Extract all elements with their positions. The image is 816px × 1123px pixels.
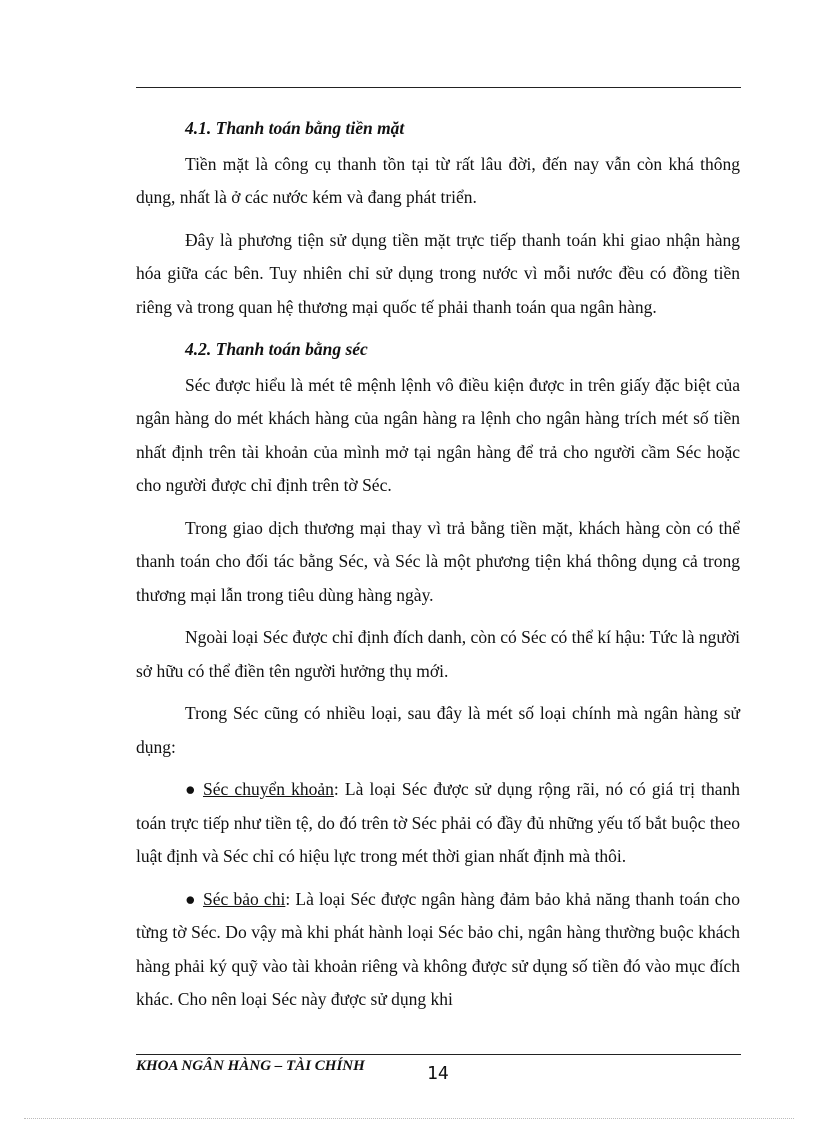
list-text: : Là loại Séc được ngân hàng đảm bảo khả năng thanh toán cho từng tờ Séc. Do vậy mà khi phát hành loại Séc bảo chi, ngân hàng thường buộc khách hàng phải ký quỹ vào tài khoản riêng và không được sử dụng số tiền đó vào mục đích khác. Cho nên loại Séc này được sử dụng khi (136, 888, 741, 1009)
section-heading: 4.2. Thanh toán bằng séc (185, 339, 368, 359)
paragraph: Ngoài loại Séc được chỉ định đích danh, còn có Séc có thể kí hậu: Tức là người sở hữu có thể điền tên người hưởng thụ mới. (136, 627, 740, 681)
footer-rule (136, 1054, 741, 1055)
list-text: : Là loại Séc được sử dụng rộng rãi, nó có giá trị thanh toán trực tiếp như tiền tệ, do đó trên tờ Séc phải có đầy đủ những yếu tố bắt buộc theo luật định và Séc chỉ có hiệu lực trong mét thời gian nhất định mà thôi. (136, 779, 740, 866)
list-term: Séc chuyển khoản (203, 779, 334, 799)
page-body (136, 112, 740, 1026)
bullet-icon: ● (185, 779, 196, 799)
paragraph: Trong Séc cũng có nhiều loại, sau đây là mét số loại chính mà ngân hàng sử dụng: (136, 703, 740, 757)
page-edge-divider (24, 1118, 794, 1119)
list-item (136, 883, 740, 1017)
footer-department: KHOA NGÂN HÀNG – TÀI CHÍNH (136, 1058, 365, 1074)
header-rule (136, 87, 741, 88)
section-heading: 4.1. Thanh toán bằng tiền mặt (185, 118, 405, 138)
paragraph: Tiền mặt là công cụ thanh tồn tại từ rất lâu đời, đến nay vẫn còn khá thông dụng, nhất là ở các nước kém và đang phát triển. (136, 153, 740, 207)
page-number: 14 (427, 1063, 449, 1084)
paragraph: Séc được hiểu là mét tê mệnh lệnh vô điều kiện được in trên giấy đặc biệt của ngân hàng do mét khách hàng của ngân hàng ra lệnh cho ngân hàng trích mét số tiền nhất định trên tài khoản của mình mở tại ngân hàng để trả cho người cầm Séc hoặc cho người được chỉ định trên tờ Séc. (136, 374, 740, 495)
list-term: Séc bảo chi (203, 888, 286, 909)
bullet-icon: ● (185, 888, 196, 909)
list-item (136, 773, 740, 874)
paragraph: Đây là phương tiện sử dụng tiền mặt trực tiếp thanh toán khi giao nhận hàng hóa giữa các bên. Tuy nhiên chỉ sử dụng trong nước vì mỗi nước đều có đồng tiền riêng và trong quan hệ thương mại quốc tế phải thanh toán qua ngân hàng. (136, 229, 740, 317)
paragraph: Trong giao dịch thương mại thay vì trả bằng tiền mặt, khách hàng còn có thể thanh toán cho đối tác bằng Séc, và Séc là một phương tiện khá thông dụng cả trong thương mại lẫn trong tiêu dùng hàng ngày. (136, 517, 740, 605)
